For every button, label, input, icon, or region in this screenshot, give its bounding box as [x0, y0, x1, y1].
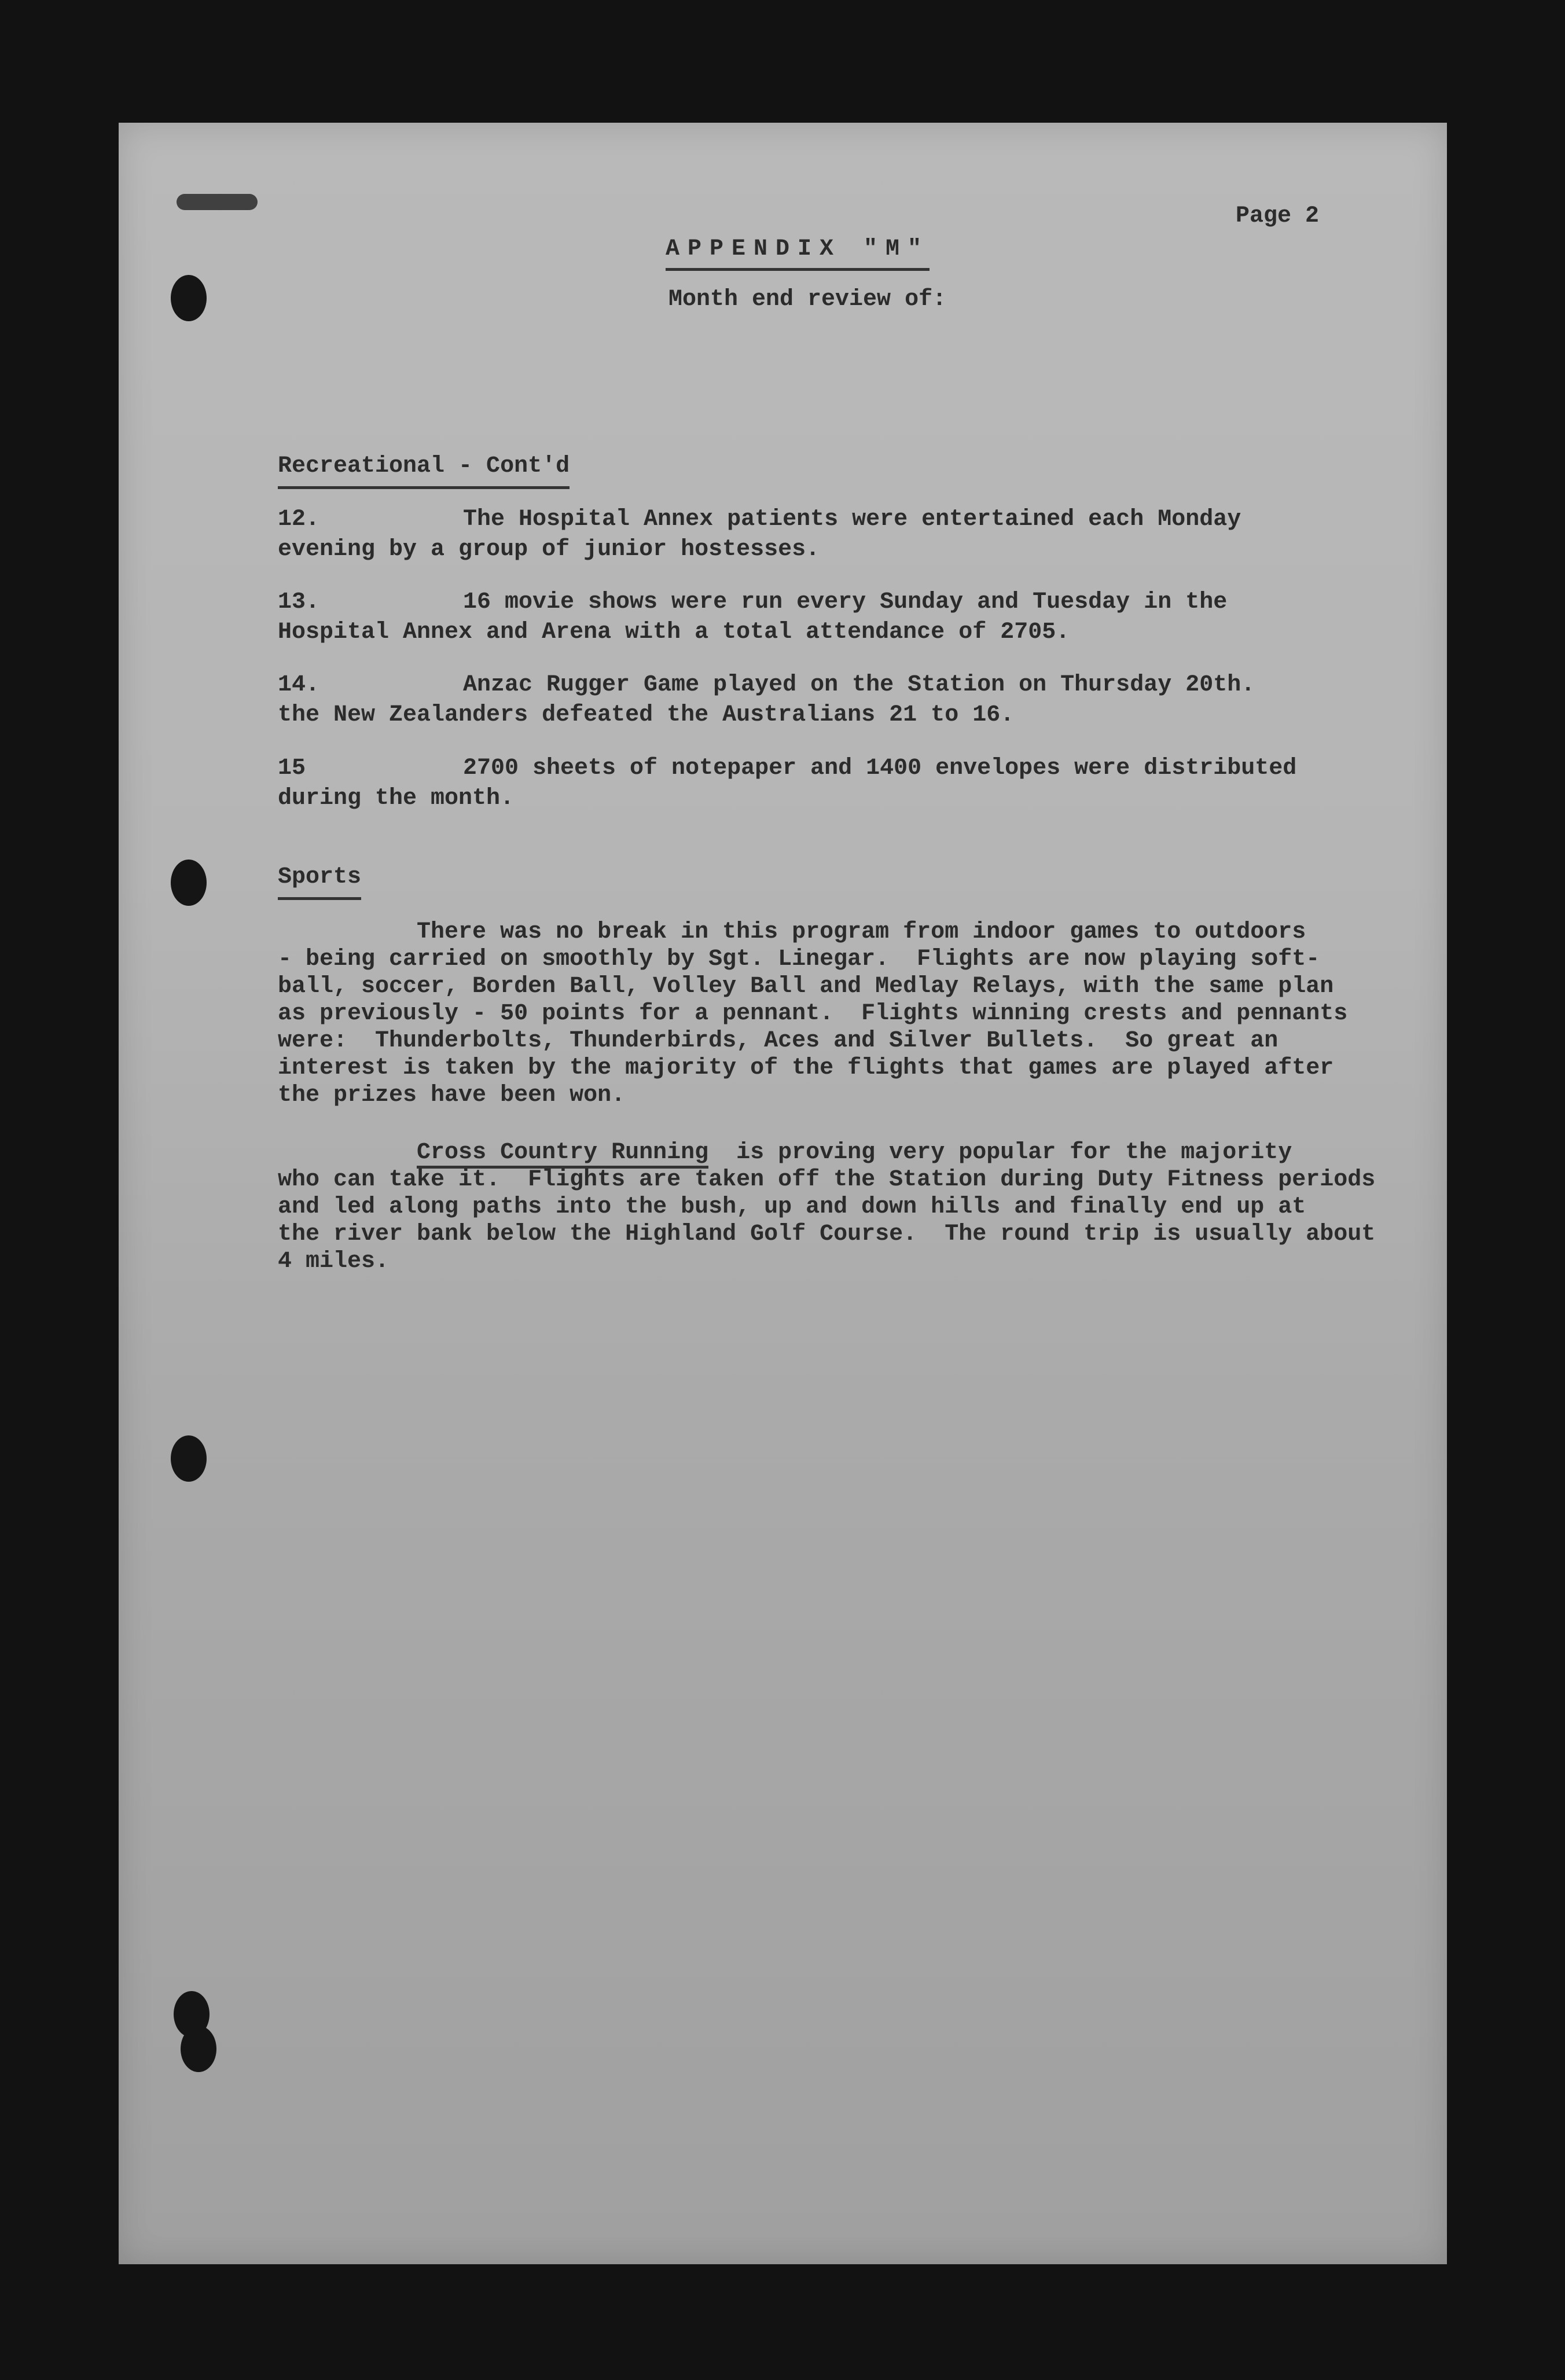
paragraph-item-12	[278, 505, 1241, 565]
item-line: The Hospital Annex patients were entertained each Monday	[463, 506, 1241, 532]
item-line: during the month.	[278, 785, 515, 811]
section-heading-sports: Sports	[278, 862, 361, 900]
sports-paragraph-1	[278, 919, 1347, 1109]
text-line: - being carried on smoothly by Sgt. Linegar. Flights are now playing soft-	[278, 946, 1320, 972]
item-line: Anzac Rugger Game played on the Station on Thursday 20th.	[463, 672, 1255, 698]
punch-hole-lower	[171, 1435, 207, 1482]
text-indent	[278, 1140, 417, 1166]
text-line: ball, soccer, Borden Ball, Volley Ball and Medlay Relays, with the same plan	[278, 974, 1334, 1000]
item-number: 13.	[278, 589, 320, 615]
paragraph-item-13	[278, 587, 1227, 648]
item-line: Hospital Annex and Arena with a total attendance of 2705.	[278, 619, 1070, 645]
section-heading-recreational: Recreational - Cont'd	[278, 451, 570, 489]
punch-hole-top	[171, 275, 207, 321]
item-line: 16 movie shows were run every Sunday and Tuesday in the	[463, 589, 1228, 615]
text-line: There was no break in this program from indoor games to outdoors	[278, 919, 1306, 945]
text-line: were: Thunderbolts, Thunderbirds, Aces and Silver Bullets. So great an	[278, 1028, 1279, 1054]
punch-hole-bottom-2	[181, 2026, 216, 2072]
text-line: 4 miles.	[278, 1248, 390, 1275]
ink-smudge	[177, 194, 258, 210]
item-number: 12.	[278, 506, 320, 532]
punch-hole-upper	[171, 860, 207, 906]
page-number: Page 2	[1236, 203, 1320, 229]
paragraph-item-15	[278, 754, 1296, 814]
document-title: APPENDIX "M"	[666, 234, 930, 271]
paragraph-item-14	[278, 670, 1255, 730]
text-line: interest is taken by the majority of the flights that games are played after	[278, 1055, 1334, 1081]
document-subtitle: Month end review of:	[668, 287, 947, 313]
text-line: who can take it. Flights are taken off the Station during Duty Fitness periods	[278, 1167, 1376, 1193]
item-line: evening by a group of junior hostesses.	[278, 537, 820, 563]
text-line: and led along paths into the bush, up and down hills and finally end up at	[278, 1194, 1306, 1220]
item-line: 2700 sheets of notepaper and 1400 envelopes were distributed	[463, 755, 1297, 781]
sports-paragraph-2	[278, 1139, 1375, 1275]
text-line: the river bank below the Highland Golf Course. The round trip is usually about	[278, 1221, 1376, 1247]
item-line: the New Zealanders defeated the Australians 21 to 16.	[278, 702, 1015, 728]
text-line: is proving very popular for the majority	[708, 1140, 1292, 1166]
item-number: 14.	[278, 672, 320, 698]
text-line: the prizes have been won.	[278, 1082, 626, 1108]
text-line: as previously - 50 points for a pennant. Flights winning crests and pennants	[278, 1001, 1348, 1027]
item-number: 15	[278, 755, 306, 781]
underlined-term: Cross Country Running	[417, 1140, 708, 1169]
